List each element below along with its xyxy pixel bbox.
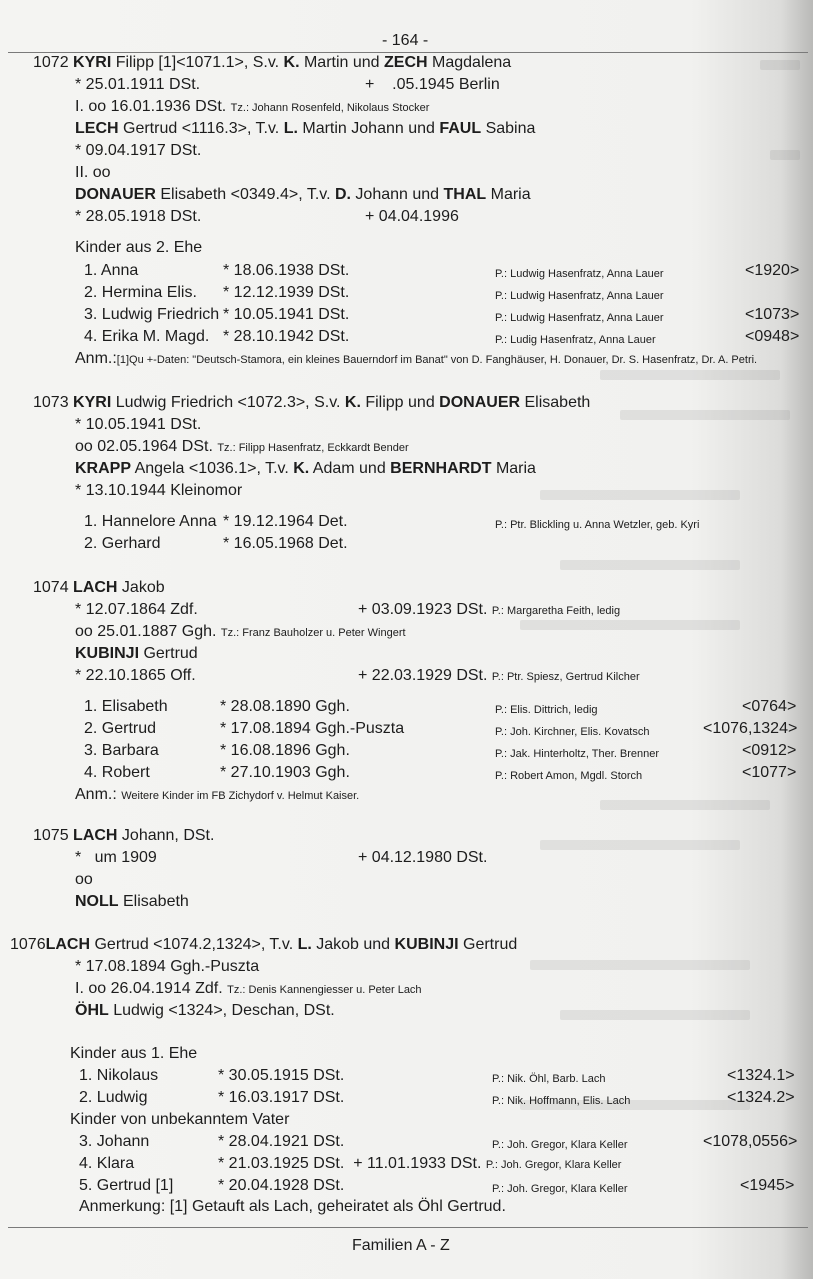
- entry-line-1072-c1p: P.: Ludwig Hasenfratz, Anna Lauer: [495, 268, 664, 280]
- entry-line-1073-1: * 10.05.1941 DSt.: [75, 416, 202, 433]
- footer-rule: [8, 1227, 808, 1228]
- entry-line-1076-0: 1076LACH Gertrud <1074.2,1324>, T.v. L. Jakob und KUBINJI Gertrud: [10, 936, 518, 953]
- entry-line-1076-c2: 2. Ludwig: [79, 1089, 148, 1106]
- entry-line-1076-c3r: <1078,0556>: [703, 1133, 798, 1150]
- entry-line-1075-3: NOLL Elisabeth: [75, 893, 189, 910]
- entry-line-1074-1b: + 03.09.1923 DSt. P.: Margaretha Feith, ledig: [358, 601, 621, 618]
- entry-line-1076-4: Kinder aus 1. Ehe: [70, 1045, 198, 1062]
- entry-line-1074-c4r: <1077>: [742, 764, 797, 781]
- entry-line-1072-c3: 3. Ludwig Friedrich: [84, 306, 220, 323]
- entry-line-1076-c1: 1. Nikolaus: [79, 1067, 159, 1084]
- entry-line-1074-4b: + 22.03.1929 DSt. P.: Ptr. Spiesz, Gertrud Kilcher: [358, 667, 640, 684]
- entry-line-1073-c2d: * 16.05.1968 Det.: [223, 535, 348, 552]
- entry-line-1072-c4d: * 28.10.1942 DSt.: [223, 328, 350, 345]
- entry-line-1076-c5r: <1945>: [740, 1177, 795, 1194]
- entry-line-1076-2: I. oo 26.04.1914 Zdf. Tz.: Denis Kannengiesser u. Peter Lach: [75, 980, 422, 997]
- entry-line-1074-c2: 2. Gertrud: [84, 720, 157, 737]
- entry-line-1072-c2d: * 12.12.1939 DSt.: [223, 284, 350, 301]
- entry-line-1074-1: * 12.07.1864 Zdf.: [75, 601, 198, 618]
- entry-line-1072-1b: + .05.1945 Berlin: [365, 76, 500, 93]
- entry-line-1074-c1p: P.: Elis. Dittrich, ledig: [495, 704, 598, 716]
- entry-line-1075-1: * um 1909: [75, 849, 157, 866]
- entry-line-1072-1: * 25.01.1911 DSt.: [75, 76, 201, 93]
- entry-line-1076-anm: Anmerkung: [1] Getauft als Lach, geheiratet als Öhl Gertrud.: [79, 1198, 506, 1215]
- entry-line-1076-c3d: * 28.04.1921 DSt.: [218, 1133, 345, 1150]
- entry-line-1076-c2r: <1324.2>: [727, 1089, 795, 1106]
- entry-line-1072-7b: + 04.04.1996: [365, 208, 459, 225]
- entry-line-1072-c4: 4. Erika M. Magd.: [84, 328, 210, 345]
- entry-line-1072-c1r: <1920>: [745, 262, 800, 279]
- entry-line-1073-c1p: P.: Ptr. Blickling u. Anna Wetzler, geb. Kyri: [495, 519, 700, 531]
- entry-line-1076-c1p: P.: Nik. Öhl, Barb. Lach: [492, 1073, 606, 1085]
- entry-line-1074-c3r: <0912>: [742, 742, 797, 759]
- entry-line-1072-c1d: * 18.06.1938 DSt.: [223, 262, 350, 279]
- entry-line-1073-c1: 1. Hannelore Anna: [84, 513, 217, 530]
- entry-line-1074-c1: 1. Elisabeth: [84, 698, 168, 715]
- entry-line-1076-3: ÖHL Ludwig <1324>, Deschan, DSt.: [75, 1002, 335, 1019]
- entry-line-1072-c2p: P.: Ludwig Hasenfratz, Anna Lauer: [495, 290, 664, 302]
- entry-line-1072-6: DONAUER Elisabeth <0349.4>, T.v. D. Johann und THAL Maria: [75, 186, 531, 203]
- entry-line-1074-0: 1074 LACH Jakob: [33, 579, 165, 596]
- entry-line-1076-c1r: <1324.1>: [727, 1067, 795, 1084]
- entry-line-1074-c3d: * 16.08.1896 Ggh.: [220, 742, 350, 759]
- entry-line-1072-8: Kinder aus 2. Ehe: [75, 239, 203, 256]
- entry-line-1076-c2d: * 16.03.1917 DSt.: [218, 1089, 345, 1106]
- entry-line-1074-c2r: <1076,1324>: [703, 720, 798, 737]
- entry-line-1074-c1d: * 28.08.1890 Ggh.: [220, 698, 350, 715]
- entry-line-1073-3: KRAPP Angela <1036.1>, T.v. K. Adam und BERNHARDT Maria: [75, 460, 536, 477]
- entry-line-1072-c4p: P.: Ludig Hasenfratz, Anna Lauer: [495, 334, 656, 346]
- entry-line-1074-c3: 3. Barbara: [84, 742, 159, 759]
- entry-line-1072-c3d: * 10.05.1941 DSt.: [223, 306, 350, 323]
- entry-line-1073-c1d: * 19.12.1964 Det.: [223, 513, 348, 530]
- entry-line-1075-1b: + 04.12.1980 DSt.: [358, 849, 488, 866]
- entry-line-1074-c1r: <0764>: [742, 698, 797, 715]
- entry-line-1072-4: * 09.04.1917 DSt.: [75, 142, 202, 159]
- footer-text: Familien A - Z: [352, 1237, 450, 1254]
- entry-line-1076-c1d: * 30.05.1915 DSt.: [218, 1067, 345, 1084]
- entry-line-1074-c3p: P.: Jak. Hinterholtz, Ther. Brenner: [495, 748, 660, 760]
- entry-line-1075-0: 1075 LACH Johann, DSt.: [33, 827, 215, 844]
- entry-line-1072-c4r: <0948>: [745, 328, 800, 345]
- entry-line-1076-c4: 4. Klara: [79, 1155, 135, 1172]
- entry-line-1073-2: oo 02.05.1964 DSt. Tz.: Filipp Hasenfratz, Eckkardt Bender: [75, 438, 409, 455]
- entry-line-1072-c1: 1. Anna: [84, 262, 139, 279]
- entry-line-1073-0: 1073 KYRI Ludwig Friedrich <1072.3>, S.v. K. Filipp und DONAUER Elisabeth: [33, 394, 591, 411]
- entry-line-1072-2: I. oo 16.01.1936 DSt. Tz.: Johann Rosenfeld, Nikolaus Stocker: [75, 98, 430, 115]
- entry-line-1072-c3r: <1073>: [745, 306, 800, 323]
- entry-line-1072-c3p: P.: Ludwig Hasenfratz, Anna Lauer: [495, 312, 664, 324]
- entry-line-1076-c3p: P.: Joh. Gregor, Klara Keller: [492, 1139, 628, 1151]
- entry-line-1074-c2d: * 17.08.1894 Ggh.-Puszta: [220, 720, 405, 737]
- entry-line-1072-5: II. oo: [75, 164, 111, 181]
- entry-line-1074-c2p: P.: Joh. Kirchner, Elis. Kovatsch: [495, 726, 650, 738]
- entry-line-1076-1: * 17.08.1894 Ggh.-Puszta: [75, 958, 260, 975]
- page-number: - 164 -: [382, 32, 429, 49]
- entry-line-1076-c3: 3. Johann: [79, 1133, 150, 1150]
- entry-line-1072-anm: Anm.:[1]Qu +-Daten: "Deutsch-Stamora, ein kleines Bauerndorf im Banat" von D. Fanghäuser, H. Donauer, Dr. S. Hasenfratz, Dr. A. Petri.: [75, 350, 758, 367]
- entry-line-1074-3: KUBINJI Gertrud: [75, 645, 198, 662]
- entry-line-1074-4: * 22.10.1865 Off.: [75, 667, 196, 684]
- entry-line-1074-c4p: P.: Robert Amon, Mgdl. Storch: [495, 770, 643, 782]
- entry-line-1075-2: oo: [75, 871, 93, 888]
- entry-line-1076-c4d: * 21.03.1925 DSt. + 11.01.1933 DSt. P.: Joh. Gregor, Klara Keller: [218, 1155, 622, 1172]
- entry-line-1074-c4: 4. Robert: [84, 764, 150, 781]
- entry-line-1073-4: * 13.10.1944 Kleinomor: [75, 482, 243, 499]
- entry-line-1072-7: * 28.05.1918 DSt.: [75, 208, 202, 225]
- entry-line-1076-c2p: P.: Nik. Hoffmann, Elis. Lach: [492, 1095, 631, 1107]
- entry-line-1072-3: LECH Gertrud <1116.3>, T.v. L. Martin Johann und FAUL Sabina: [75, 120, 536, 137]
- entry-line-1076-c5p: P.: Joh. Gregor, Klara Keller: [492, 1183, 628, 1195]
- entry-line-1073-c2: 2. Gerhard: [84, 535, 161, 552]
- entry-line-1076-5: Kinder von unbekanntem Vater: [70, 1111, 290, 1128]
- entry-line-1074-c4d: * 27.10.1903 Ggh.: [220, 764, 350, 781]
- entry-line-1076-c5: 5. Gertrud [1]: [79, 1177, 174, 1194]
- entry-line-1074-anm: Anm.: Weitere Kinder im FB Zichydorf v. Helmut Kaiser.: [75, 786, 360, 803]
- entry-line-1076-c5d: * 20.04.1928 DSt.: [218, 1177, 345, 1194]
- entry-line-1072-c2: 2. Hermina Elis.: [84, 284, 197, 301]
- entry-line-1074-2: oo 25.01.1887 Ggh. Tz.: Franz Bauholzer u. Peter Wingert: [75, 623, 406, 640]
- entry-line-1072-0: 1072 KYRI Filipp [1]<1071.1>, S.v. K. Martin und ZECH Magdalena: [33, 54, 512, 71]
